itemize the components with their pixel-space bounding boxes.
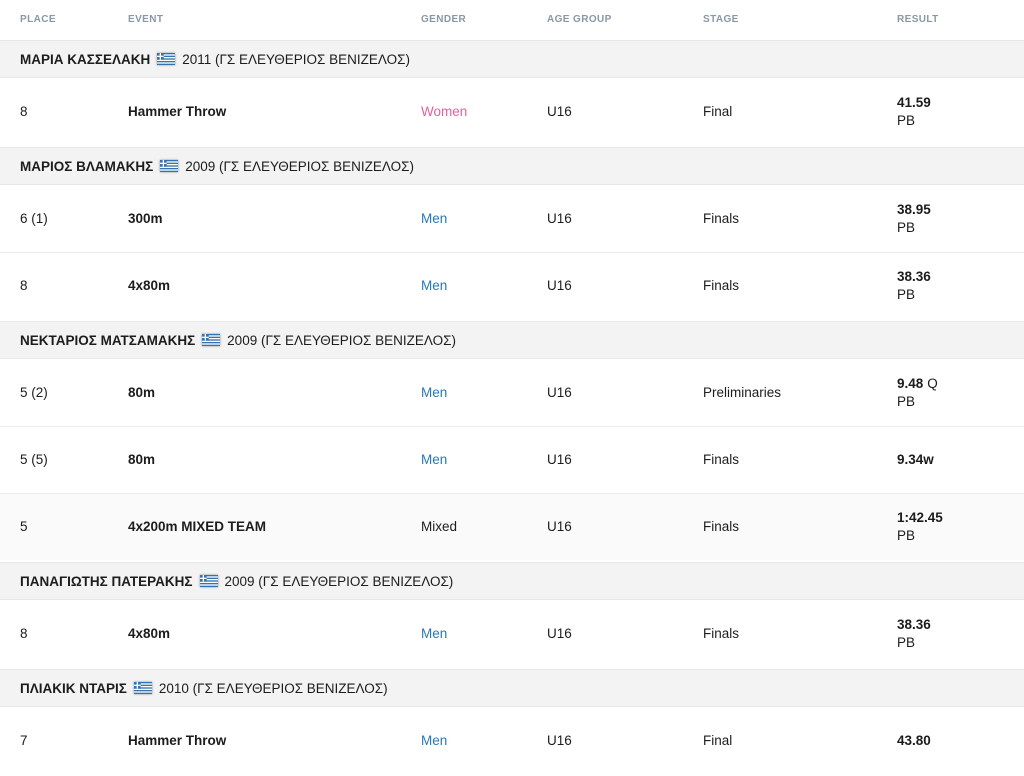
age-group-cell: U16 [547, 384, 572, 400]
greece-flag-icon [157, 53, 175, 65]
place-cell: 5 (2) [20, 384, 48, 400]
result-value: 38.95 [897, 201, 931, 217]
event-name: 4x200m MIXED TEAM [128, 519, 267, 534]
result-value: 1:42.45 [897, 510, 943, 525]
column-header-stage: STAGE [703, 13, 739, 25]
event-name: 300m [128, 210, 163, 226]
athlete-name-link[interactable]: ΠΑΝΑΓΙΩΤΗΣ ΠΑΤΕΡΑΚΗΣ [20, 573, 193, 589]
result-cell [897, 451, 1004, 469]
gender-link[interactable]: Men [421, 732, 448, 748]
gender-link[interactable]: Men [421, 278, 448, 293]
place-cell: 8 [20, 625, 28, 641]
result-table-row [0, 252, 1024, 319]
stage-cell: Finals [703, 519, 740, 534]
greece-flag-icon [160, 160, 178, 172]
athlete-name-link[interactable]: ΜΑΡΙΟΣ ΒΛΑΜΑΚΗΣ [20, 158, 154, 174]
column-header-result: RESULT [897, 13, 939, 25]
column-header-event: EVENT [128, 13, 164, 25]
stage-cell: Finals [703, 278, 740, 293]
column-header-gender: GENDER [421, 13, 467, 25]
result-value: 38.36 [897, 269, 931, 284]
result-value: 43.80 [897, 732, 931, 748]
athlete-group-header [0, 562, 1024, 600]
athlete-group-header [0, 669, 1024, 707]
result-value: 9.48 [897, 375, 924, 391]
result-value: 38.36 [897, 616, 931, 632]
athlete-name-link[interactable]: ΝΕΚΤΑΡΙΟΣ ΜΑΤΣΑΜΑΚΗΣ [20, 332, 196, 348]
result-table-row [0, 185, 1024, 252]
athlete-year-club: 2010 (ΓΣ ΕΛΕΥΘΕΡΙΟΣ ΒΕΝΙΖΕΛΟΣ) [158, 680, 388, 696]
result-cell [897, 616, 1004, 652]
stage-cell: Finals [703, 210, 740, 226]
stage-cell: Finals [703, 625, 740, 641]
result-table-row [0, 359, 1024, 426]
athlete-group-header [0, 147, 1024, 185]
age-group-cell: U16 [547, 519, 572, 534]
result-note: PB [897, 634, 916, 650]
result-cell [897, 201, 1004, 237]
result-value: 41.59 [897, 94, 931, 110]
place-cell: 6 (1) [20, 210, 48, 226]
event-name: 80m [128, 384, 156, 400]
gender-link[interactable]: Women [421, 103, 468, 119]
place-cell: 5 [20, 519, 28, 534]
stage-cell: Preliminaries [703, 384, 782, 400]
place-cell: 5 (5) [20, 452, 48, 467]
place-cell: 7 [20, 732, 28, 748]
age-group-cell: U16 [547, 210, 572, 226]
result-note: PB [897, 287, 916, 302]
gender-link[interactable]: Men [421, 452, 448, 467]
result-qualifier: Q [927, 375, 938, 391]
result-cell [897, 268, 1004, 304]
column-header-place: PLACE [20, 13, 56, 25]
result-value: 9.34w [897, 452, 934, 467]
stage-cell: Final [703, 103, 733, 119]
result-cell [897, 94, 1004, 130]
place-cell: 8 [20, 103, 28, 119]
athlete-group-header [0, 40, 1024, 78]
column-header-age-group: AGE GROUP [547, 13, 612, 25]
result-cell [897, 509, 1004, 545]
stage-cell: Finals [703, 452, 740, 467]
athlete-year-club: 2009 (ΓΣ ΕΛΕΥΘΕΡΙΟΣ ΒΕΝΙΖΕΛΟΣ) [224, 573, 454, 589]
event-name: Hammer Throw [128, 103, 227, 119]
result-table-row [0, 78, 1024, 145]
gender-link[interactable]: Men [421, 384, 448, 400]
athlete-name-link[interactable]: ΠΛΙΑΚΙΚ ΝΤΑΡΙΣ [20, 680, 127, 696]
event-name: 4x80m [128, 278, 171, 293]
age-group-cell: U16 [547, 732, 572, 748]
result-table-row [0, 707, 1024, 774]
athlete-year-club: 2011 (ΓΣ ΕΛΕΥΘΕΡΙΟΣ ΒΕΝΙΖΕΛΟΣ) [182, 51, 410, 67]
gender-link[interactable]: Men [421, 625, 448, 641]
age-group-cell: U16 [547, 103, 572, 119]
age-group-cell: U16 [547, 452, 572, 467]
age-group-cell: U16 [547, 625, 572, 641]
event-name: Hammer Throw [128, 732, 227, 748]
greece-flag-icon [134, 682, 152, 694]
result-table-row [0, 426, 1024, 493]
column-header-row [0, 0, 1024, 38]
event-name: 4x80m [128, 625, 171, 641]
athlete-group-header [0, 321, 1024, 359]
greece-flag-icon [200, 575, 218, 587]
gender-link[interactable]: Men [421, 210, 448, 226]
stage-cell: Final [703, 732, 733, 748]
place-cell: 8 [20, 278, 28, 293]
result-cell [897, 732, 1004, 750]
result-note: PB [897, 528, 916, 543]
athlete-year-club: 2009 (ΓΣ ΕΛΕΥΘΕΡΙΟΣ ΒΕΝΙΖΕΛΟΣ) [185, 158, 414, 174]
age-group-cell: U16 [547, 278, 572, 293]
event-name: 80m [128, 452, 156, 467]
result-note: PB [897, 393, 916, 409]
athlete-year-club: 2009 (ΓΣ ΕΛΕΥΘΕΡΙΟΣ ΒΕΝΙΖΕΛΟΣ) [227, 332, 456, 348]
result-cell [897, 375, 1004, 411]
result-note: PB [897, 219, 916, 235]
result-table-row [0, 600, 1024, 667]
result-note: PB [897, 112, 916, 128]
athlete-name-link[interactable]: ΜΑΡΙΑ ΚΑΣΣΕΛΑΚΗ [20, 51, 151, 67]
result-table-row [0, 493, 1024, 560]
greece-flag-icon [202, 334, 220, 346]
gender-link: Mixed [421, 519, 458, 534]
